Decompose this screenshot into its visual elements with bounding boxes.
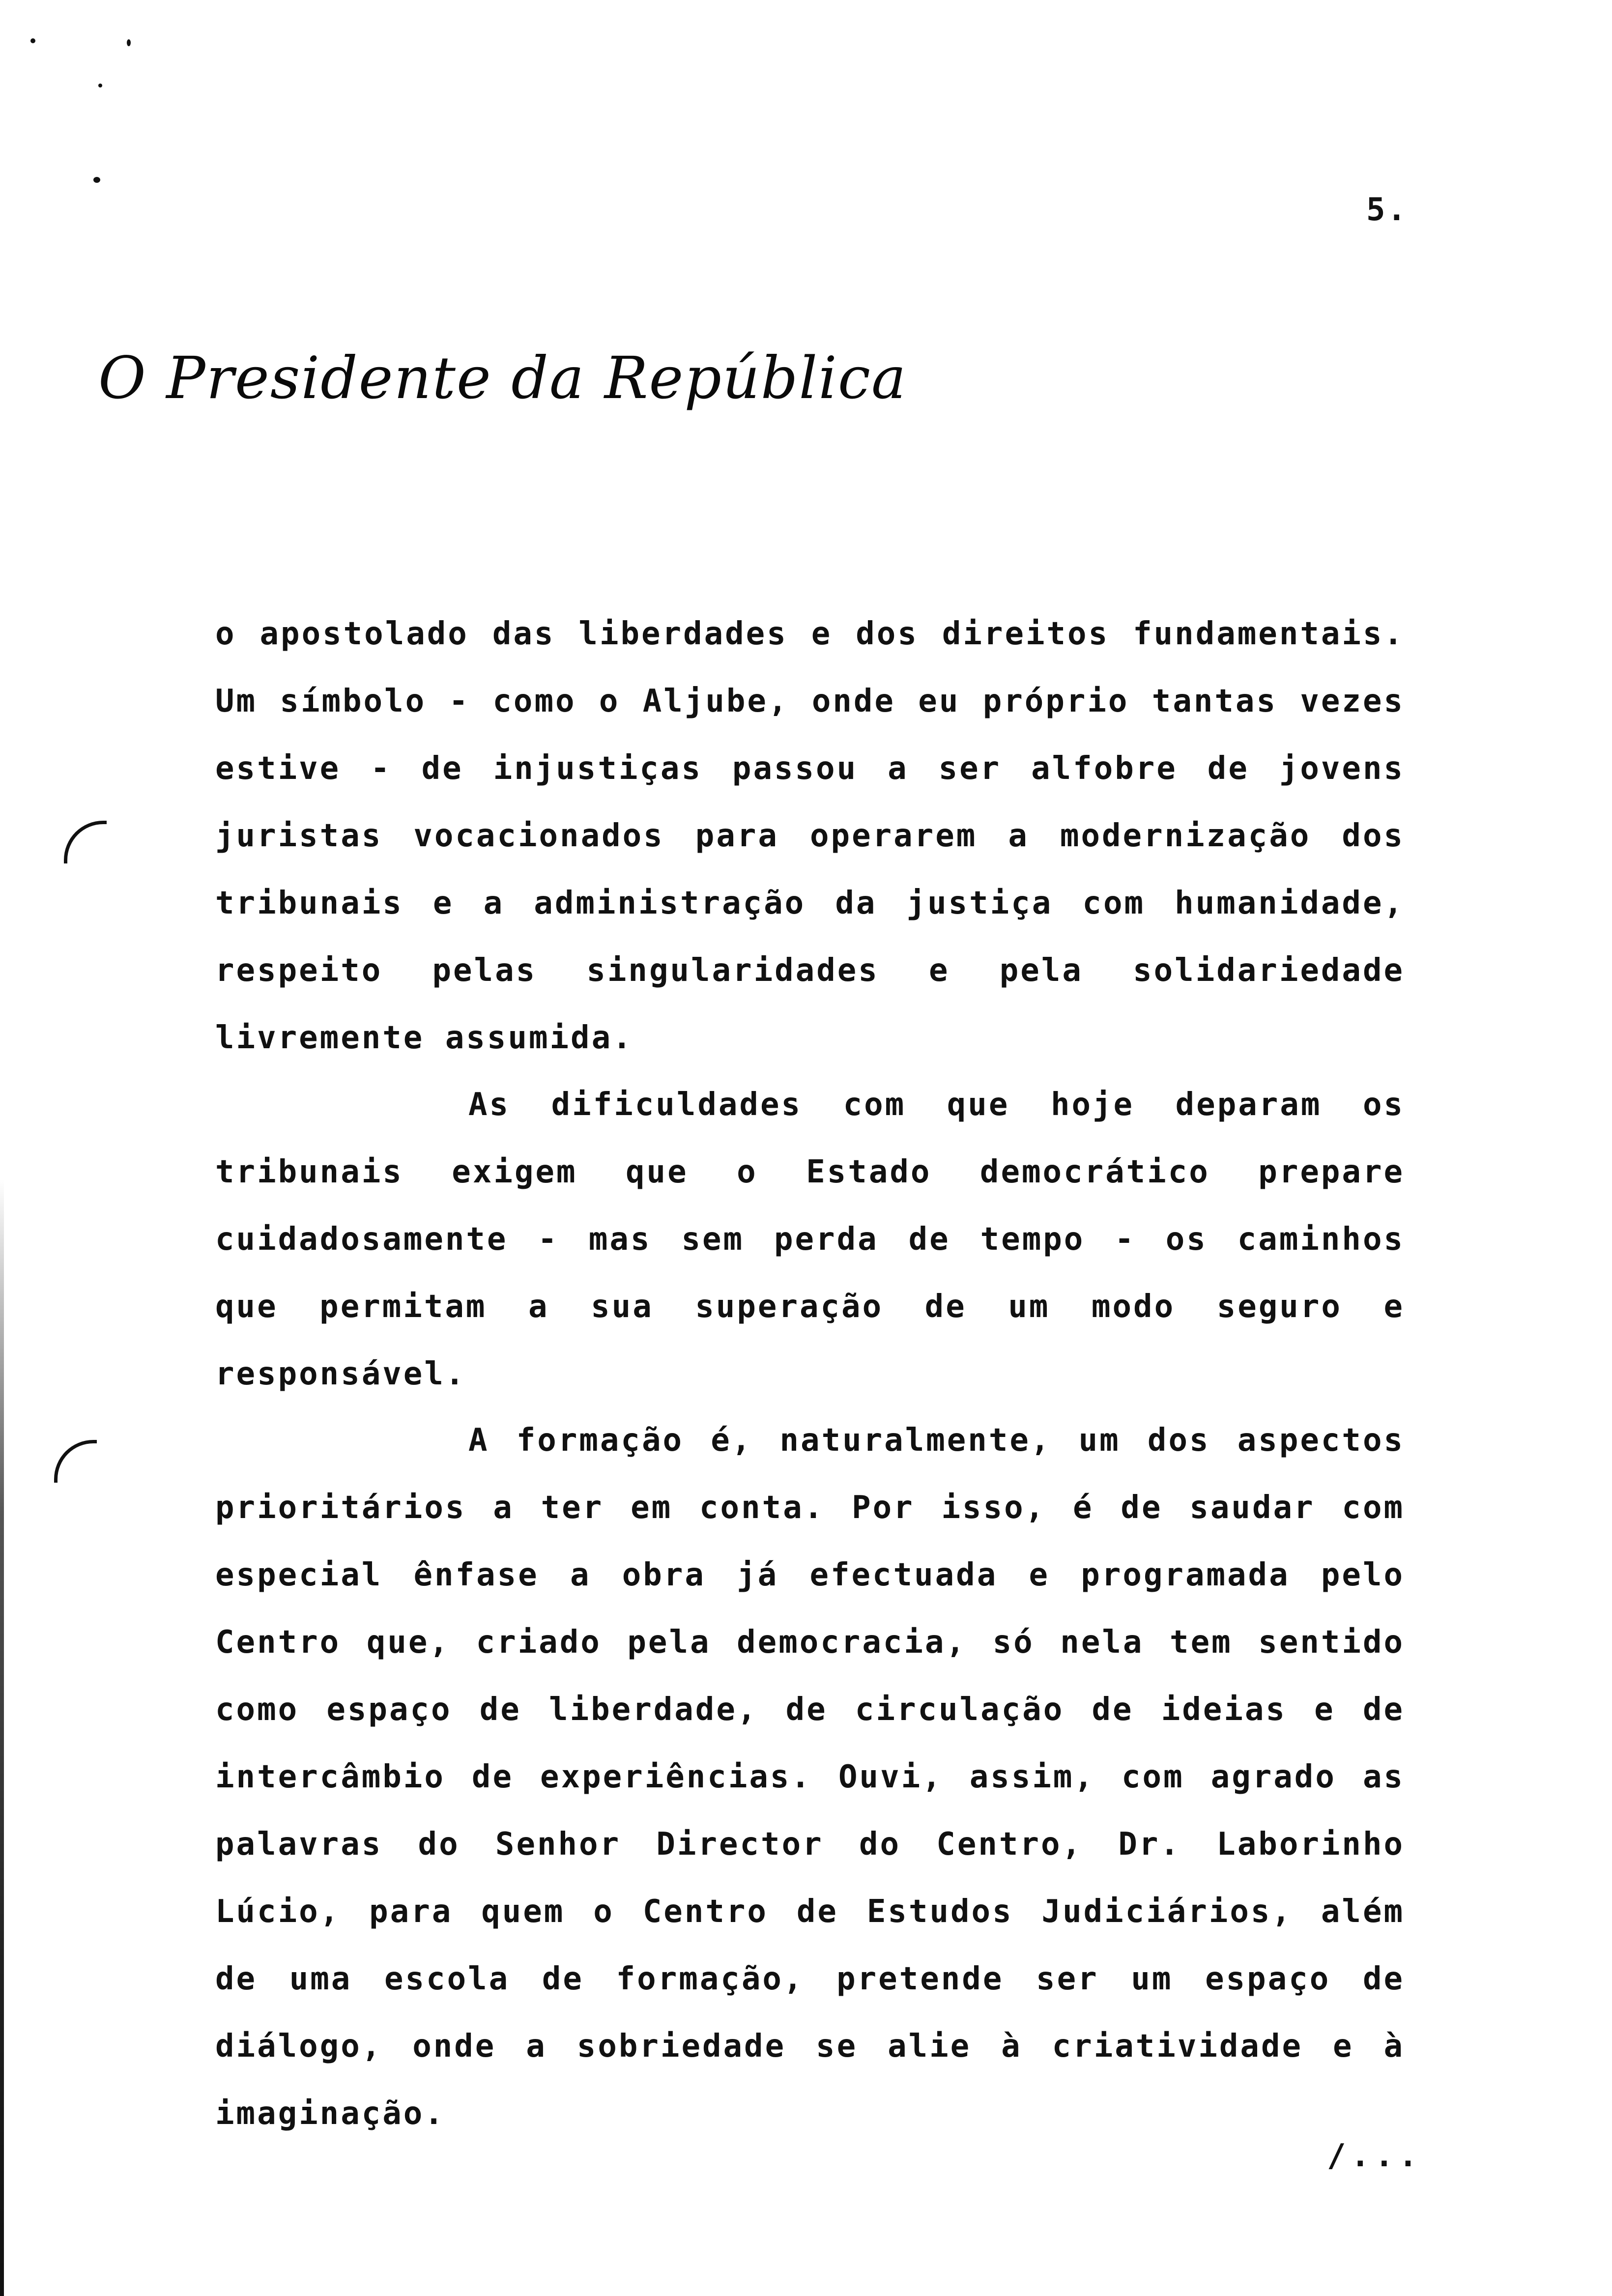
margin-bracket-mark [64,821,107,863]
paragraph-3: A formação é, naturalmente, um dos aspectos prioritários a ter em conta. Por isso, é de saudar com especial ênfase a obra já efectuada e programada pelo Centro que, criado pela democracia, só nela tem sentido como espaço de liberdade, de circulação de ideias e de intercâmbio de experiências. Ouvi, assim, com agrado as palavras do Senhor Director do Centro, Dr. Laborinho Lúcio, para quem o Centro de Estudos Judiciários, além de uma escola de formação, pretende ser um espaço de diálogo, onde a sobriedade se alie à criatividade e à imaginação. [215,1422,1405,2132]
scan-speck [98,84,102,87]
scan-speck [127,39,131,46]
continuation-mark: /... [1327,2138,1423,2174]
scan-speck [30,38,35,43]
scan-speck [93,177,100,183]
letterhead: O Presidente da República [98,344,907,412]
margin-bracket-mark [54,1440,97,1483]
scan-edge-line [0,1179,4,2296]
page-number: 5. [1366,192,1409,228]
paragraph-2: As dificuldades com que hoje deparam os tribunais exigem que o Estado democrático prepare cuidadosamente - mas sem perda de tempo - os caminhos que permitam a sua superação de um modo seguro e responsável. [215,1087,1405,1392]
paragraph-1: o apostolado das liberdades e dos direitos fundamentais. Um símbolo - como o Aljube, onde eu próprio tantas vezes estive - de injustiças passou a ser alfobre de jovens juristas vocacionados para operarem a modernização dos tribunais e a administração da justiça com humanidade, respeito pelas singularidades e pela solidariedade livremente assumida. [215,616,1405,1056]
